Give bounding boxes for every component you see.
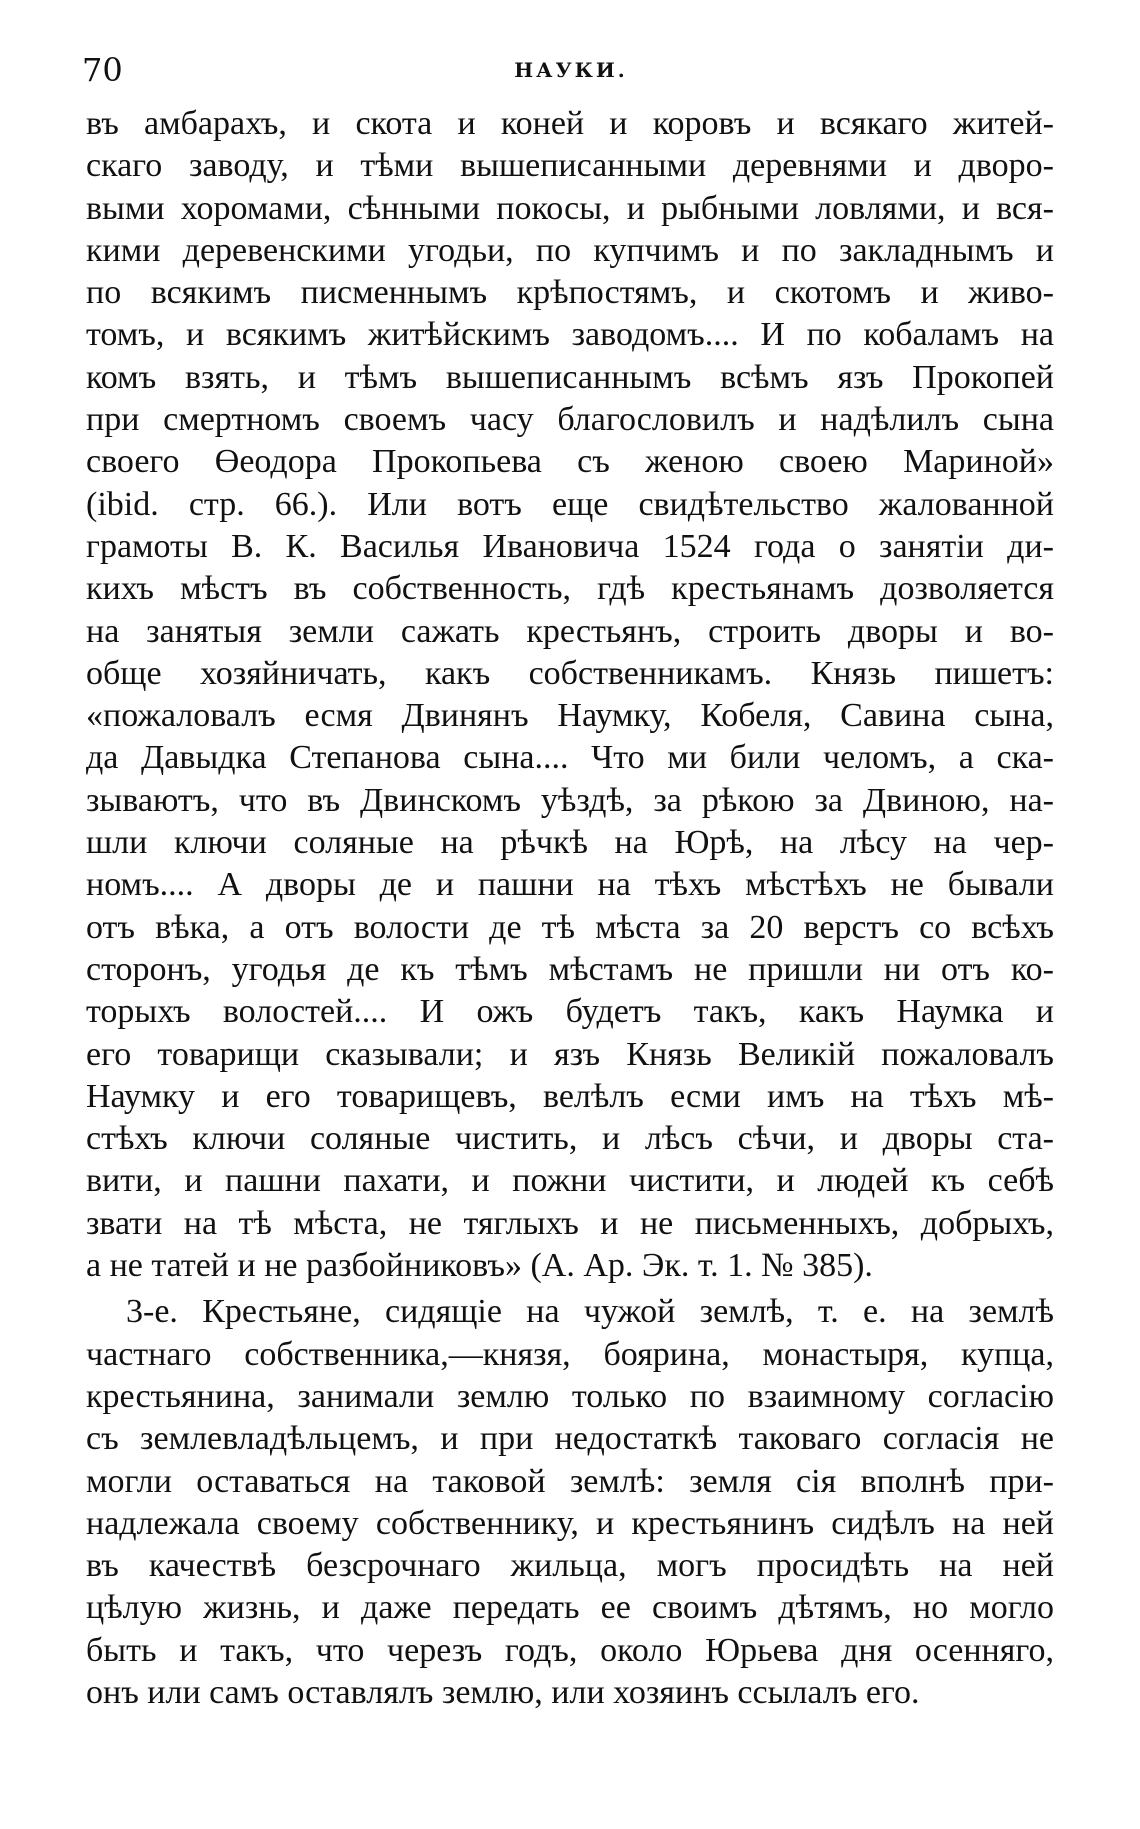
text-line: обще хозяйничать, какъ собственникамъ. Князь пишетъ: [86, 654, 1054, 692]
text-line: зываютъ, что въ Двинскомъ уѣздѣ, за рѣкою за Двиною, на- [86, 781, 1054, 819]
text-line: 3-е. Крестьяне, сидящіе на чужой землѣ, т. е. на землѣ [126, 1293, 1054, 1331]
text-line: (ibid. стр. 66.). Или вотъ еще свидѣтельство жалованной [86, 485, 1054, 523]
text-line: надлежала своему собственнику, и крестьянинъ сидѣлъ на ней [86, 1504, 1054, 1542]
text-line: стѣхъ ключи соляные чистить, и лѣсъ сѣчи, и дворы ста- [86, 1120, 1054, 1158]
text-line: въ качествѣ безсрочнаго жильца, могъ просидѣть на ней [86, 1547, 1054, 1585]
text-line: томъ, и всякимъ житѣйскимъ заводомъ.... И по кобаламъ на [86, 316, 1054, 354]
text-line: грамоты В. К. Василья Ивановича 1524 года о занятіи ди- [86, 527, 1054, 565]
page-number: 70 [82, 51, 123, 89]
text-line: «пожаловалъ есмя Двинянъ Наумку, Кобеля, Савина сына, [86, 697, 1054, 735]
text-line: при смертномъ своемъ часу благословилъ и надѣлилъ сына [86, 401, 1054, 439]
text-line: Наумку и его товарищевъ, велѣлъ есми имъ на тѣхъ мѣ- [86, 1077, 1054, 1115]
text-line: цѣлую жизнь, и даже передать ее своимъ дѣтямъ, но могло [86, 1589, 1054, 1627]
text-line: звати на тѣ мѣста, не тяглыхъ и не письменныхъ, добрыхъ, [86, 1204, 1054, 1242]
text-line: скаго заводу, и тѣми вышеписанными деревнями и дворо- [86, 147, 1054, 185]
text-line: въ амбарахъ, и скота и коней и коровъ и всякаго житей- [86, 105, 1054, 142]
text-line: онъ или самъ оставлялъ землю, или хозяинъ ссылалъ его. [86, 1673, 920, 1711]
text-line: его товарищи сказывали; и язъ Князь Великій пожаловалъ [86, 1035, 1054, 1073]
paragraph [86, 103, 1054, 1287]
text-line: комъ взять, и тѣмъ вышеписаннымъ всѣмъ язъ Прокопей [86, 358, 1054, 396]
text-line: вити, и пашни пахати, и пожни чистити, и людей къ себѣ [86, 1162, 1054, 1200]
text-line: выми хоромами, сѣнными покосы, и рыбными ловлями, и вся- [86, 189, 1054, 227]
text-line: быть и такъ, что черезъ годъ, около Юрьева дня осенняго, [86, 1631, 1054, 1669]
text-line: могли оставаться на таковой землѣ: земля сія вполнѣ при- [86, 1462, 1054, 1500]
text-line: кихъ мѣстъ въ собственность, гдѣ крестьянамъ дозволяется [86, 570, 1054, 608]
text-line: крестьянина, занимали землю только по взаимному согласію [86, 1377, 1054, 1415]
text-line: кими деревенскими угодьи, по купчимъ и по закладнымъ и [86, 231, 1054, 269]
text-line: торыхъ волостей.... И ожъ будетъ такъ, какъ Наумка и [86, 993, 1054, 1031]
paragraph [86, 1291, 1054, 1714]
running-head: НАУКИ. [514, 58, 628, 82]
body-text [86, 103, 1054, 1714]
page-header [82, 50, 1060, 90]
text-line: своего Өеодора Прокопьева съ женою своею Мариной» [86, 443, 1054, 481]
text-line: сторонъ, угодья де къ тѣмъ мѣстамъ не пришли ни отъ ко- [86, 950, 1054, 988]
text-line: да Давыдка Степанова сына.... Что ми били челомъ, а ска- [86, 739, 1054, 777]
text-line: номъ.... А дворы де и пашни на тѣхъ мѣстѣхъ не бывали [86, 866, 1054, 904]
text-line: частнаго собственника,—князя, боярина, монастыря, купца, [86, 1335, 1054, 1373]
text-line: шли ключи соляные на рѣчкѣ на Юрѣ, на лѣсу на чер- [86, 824, 1054, 862]
text-line: по всякимъ писменнымъ крѣпостямъ, и скотомъ и живо- [86, 274, 1054, 312]
text-line: съ землевладѣльцемъ, и при недостаткѣ таковаго согласія не [86, 1420, 1054, 1458]
text-line: а не татей и не разбойниковъ» (А. Ар. Эк. т. 1. № 385). [86, 1247, 873, 1285]
text-line: на занятыя земли сажать крестьянъ, строить дворы и во- [86, 612, 1054, 650]
text-line: отъ вѣка, а отъ волости де тѣ мѣста за 20 верстъ со всѣхъ [86, 908, 1054, 946]
